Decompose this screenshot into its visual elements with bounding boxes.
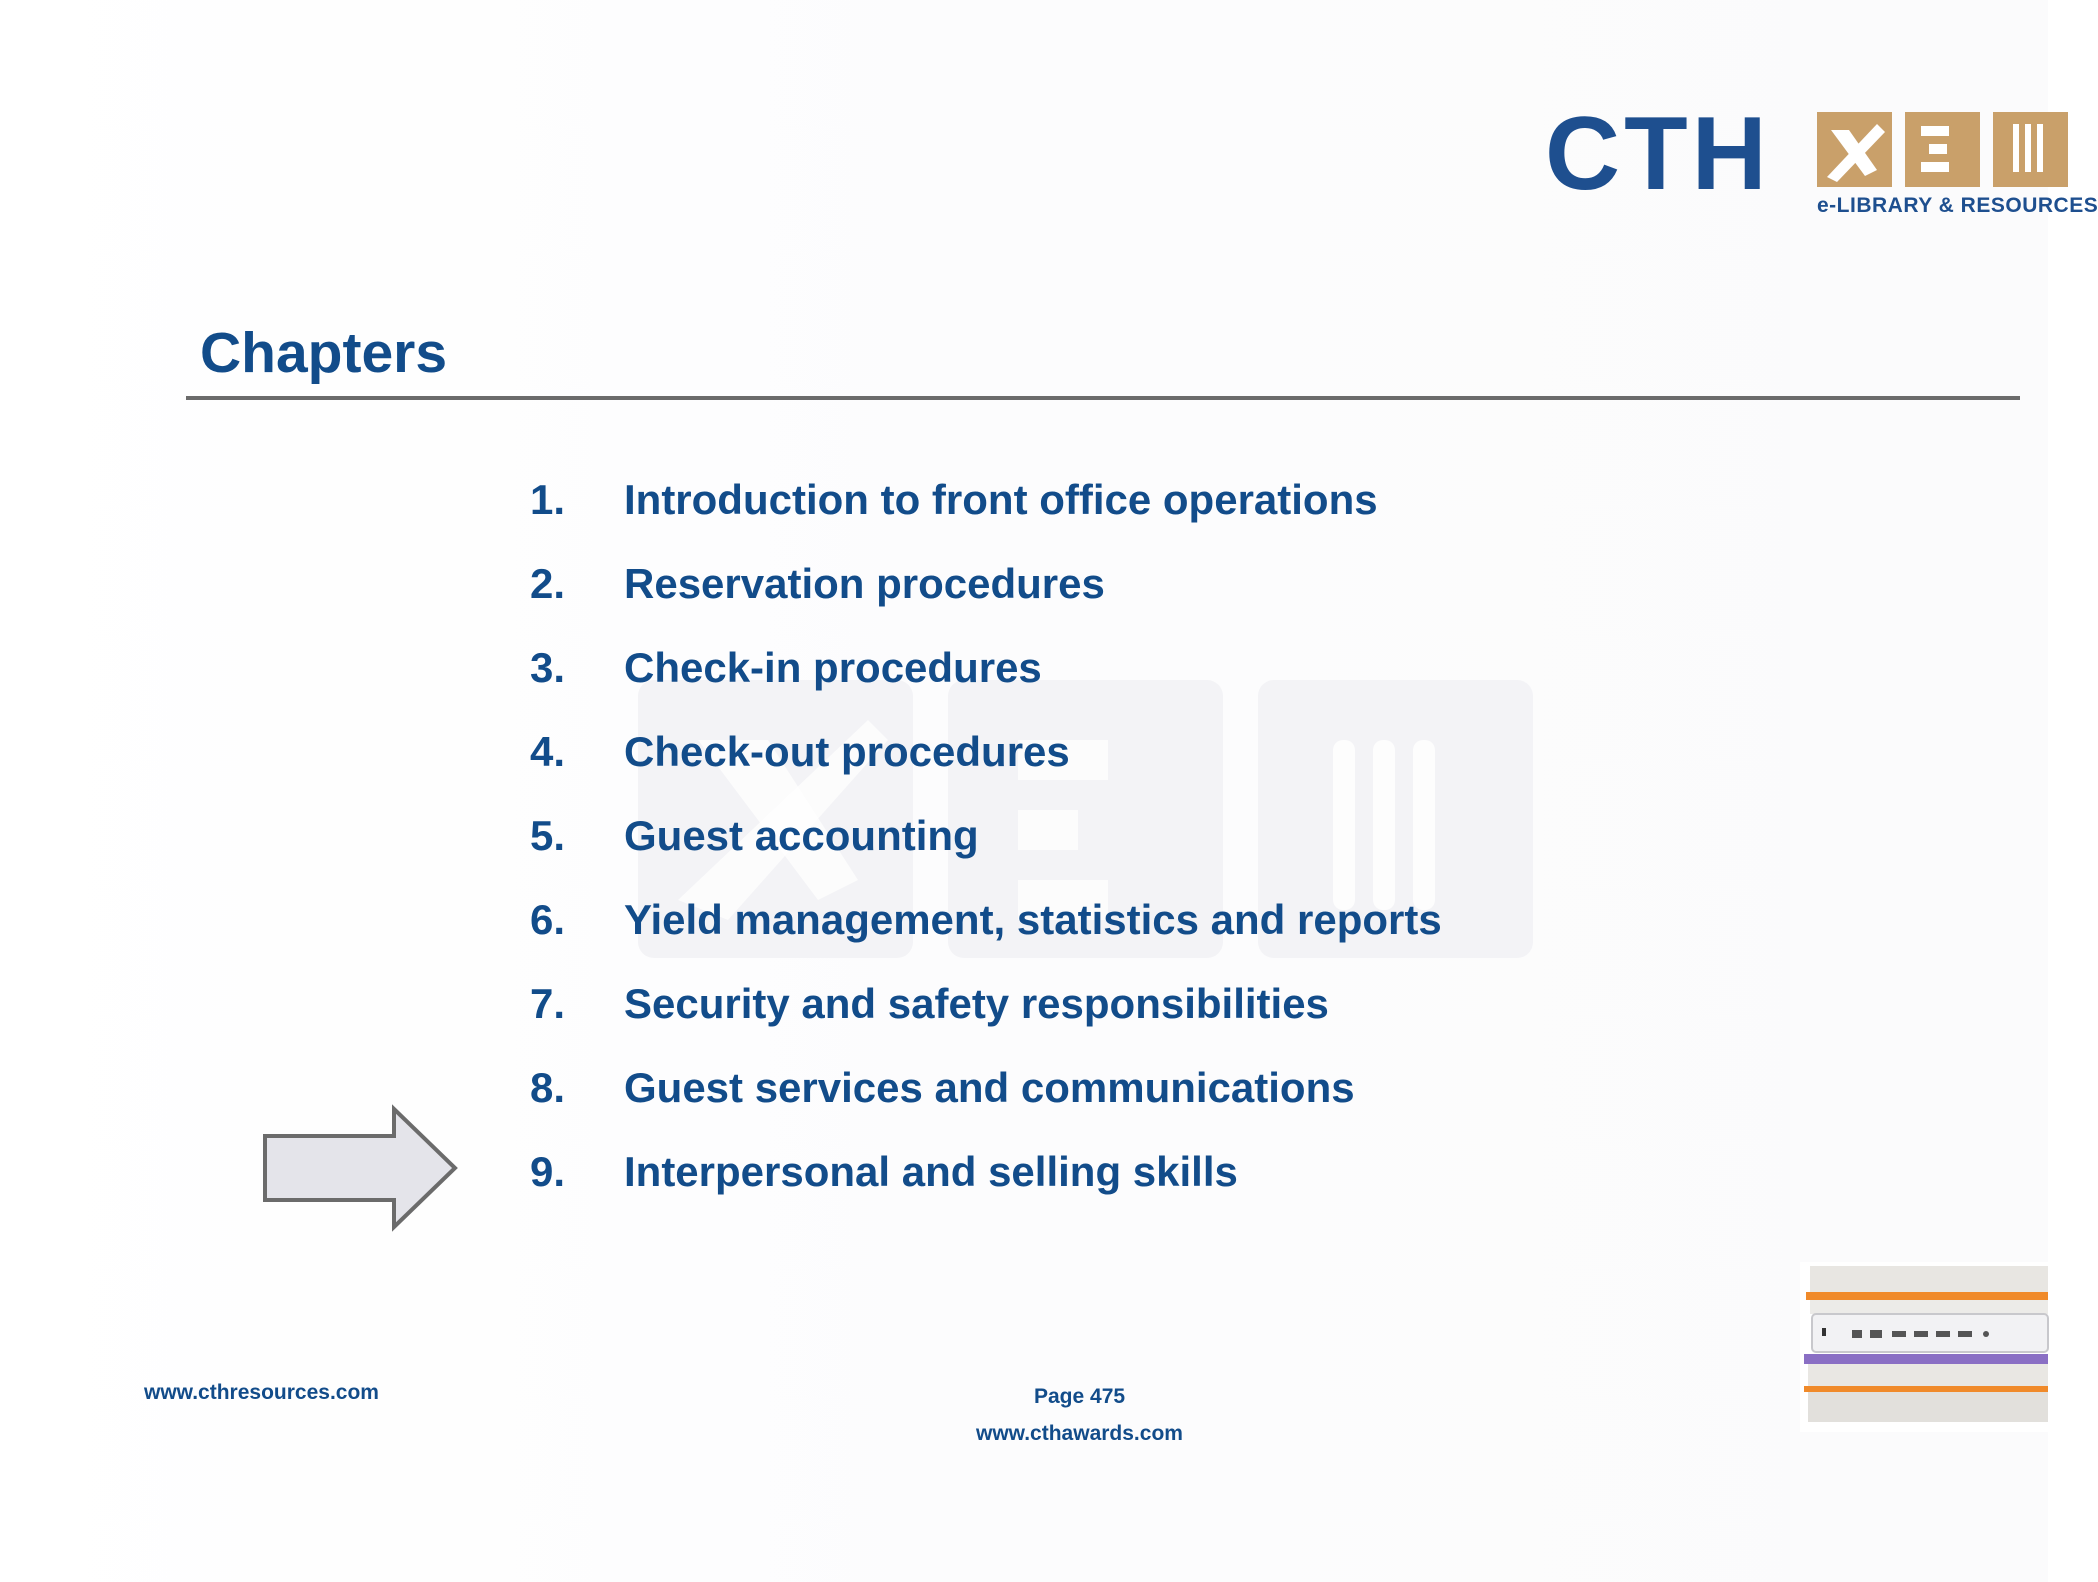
footer-awards-link[interactable]: www.cthawards.com (976, 1422, 1183, 1445)
chapter-title: Check-out procedures (624, 728, 1070, 775)
logo-brand-text: CTH (1545, 96, 1771, 212)
logo-tiles-icon (1817, 112, 2057, 192)
chapter-title: Introduction to front office operations (624, 476, 1378, 523)
chapter-title: Check-in procedures (624, 644, 1042, 691)
footer-resources-link[interactable]: www.cthresources.com (144, 1381, 379, 1404)
chapter-number: 8. (530, 1064, 566, 1111)
page-number: Page 475 (1034, 1385, 1126, 1408)
chapter-title: Yield management, statistics and reports (624, 896, 1442, 943)
current-chapter-arrow-icon (262, 1106, 458, 1230)
chapter-title: Guest accounting (624, 812, 979, 859)
books-stack-icon (1800, 1262, 2048, 1432)
chapter-number: 4. (530, 728, 566, 775)
heading-divider (186, 396, 2020, 400)
chapter-title: Reservation procedures (624, 560, 1105, 607)
page-title: Chapters (200, 321, 448, 385)
chapter-number: 2. (530, 560, 566, 607)
chapter-number: 3. (530, 644, 566, 691)
chapter-title: Interpersonal and selling skills (624, 1148, 1238, 1195)
chapter-number: 6. (530, 896, 566, 943)
logo-tagline: e-LIBRARY & RESOURCES (1817, 194, 2098, 217)
chapter-title: Security and safety responsibilities (624, 980, 1329, 1027)
chapter-number: 5. (530, 812, 566, 859)
chapter-number: 7. (530, 980, 566, 1027)
chapter-number: 1. (530, 476, 566, 523)
chapter-title: Guest services and communications (624, 1064, 1355, 1111)
cth-logo (1545, 96, 2098, 222)
chapter-number: 9. (530, 1148, 566, 1195)
